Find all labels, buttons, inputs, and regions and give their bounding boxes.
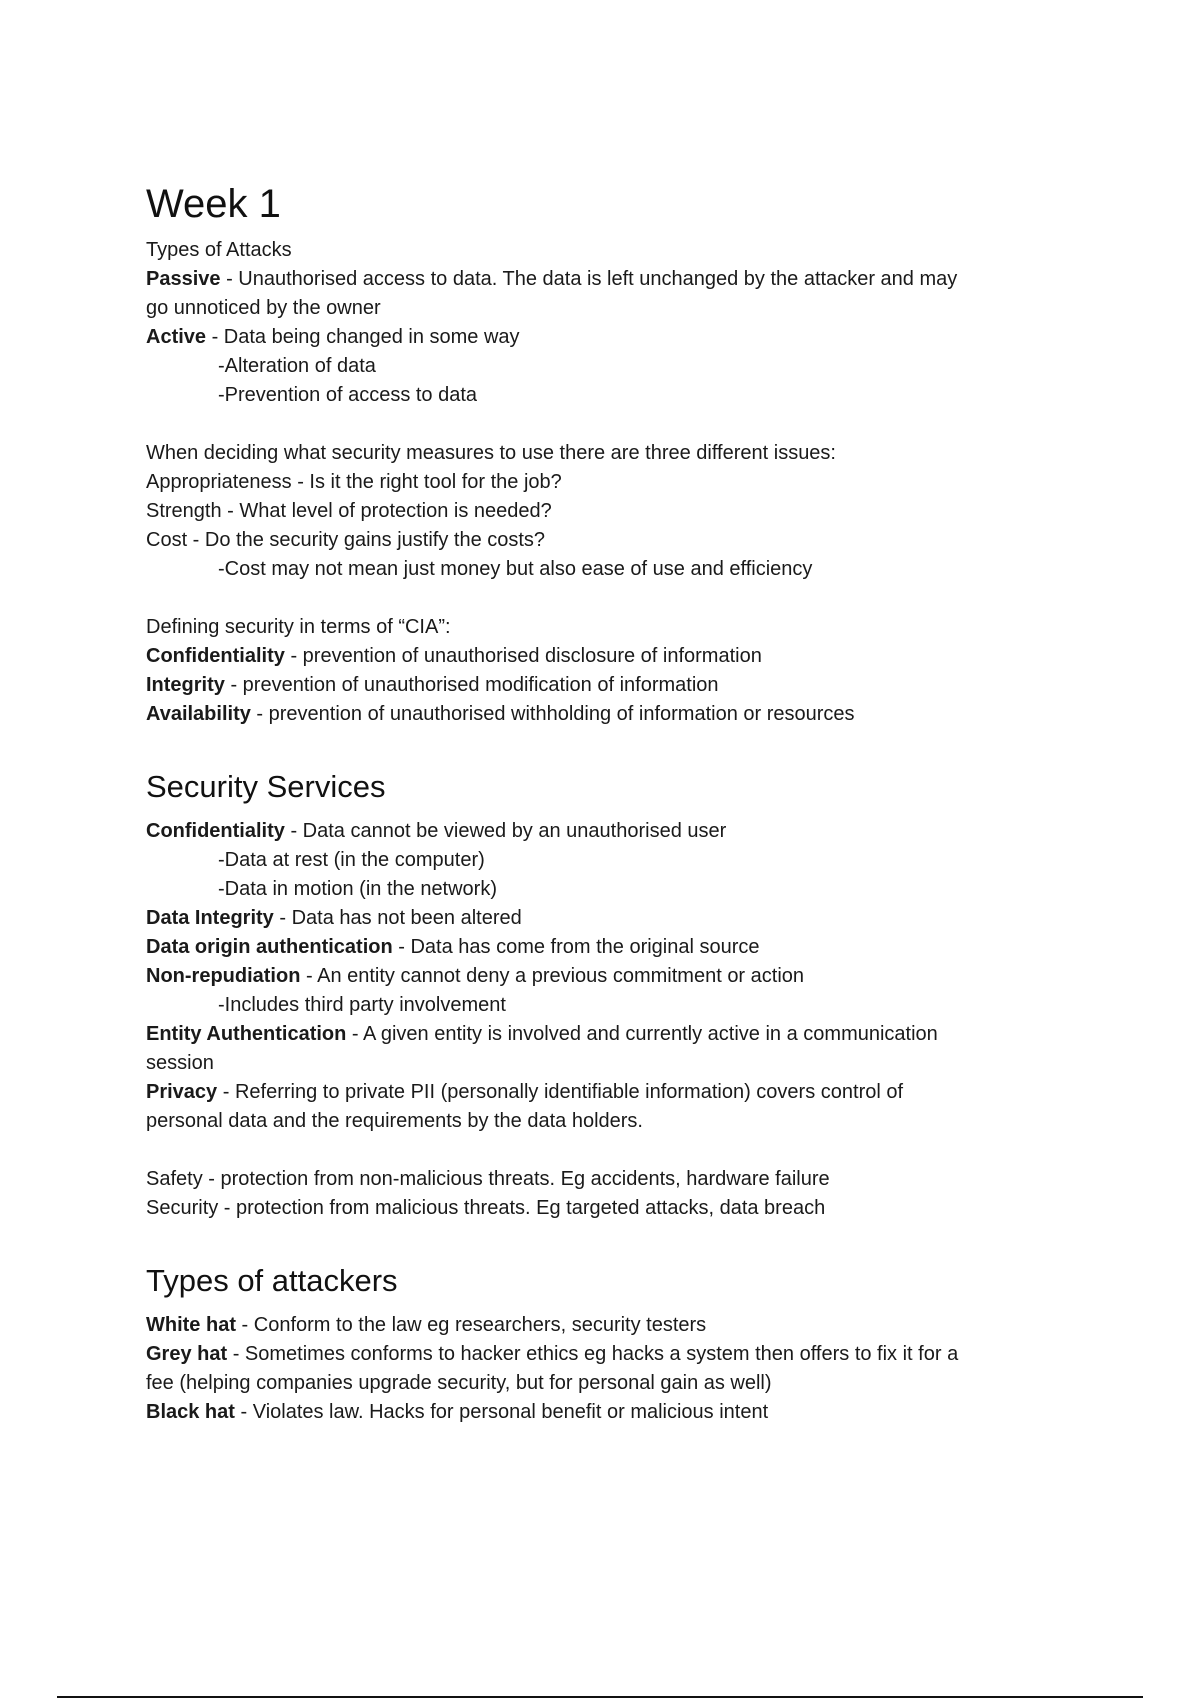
- data-integrity-description: - Data has not been altered: [273, 907, 522, 929]
- passive-description-continued: go unnoticed by the owner: [146, 297, 381, 319]
- cost-item: Cost - Do the security gains justify the costs?: [146, 529, 546, 551]
- passive-description: - Unauthorised access to data. The data is left unchanged by the attacker and may: [220, 268, 958, 290]
- cia-availability: [146, 700, 1076, 729]
- spacer: [146, 729, 1076, 767]
- cia-confidentiality-description: - prevention of unauthorised disclosure of information: [284, 645, 762, 667]
- bottom-divider: [57, 1696, 1143, 1698]
- measures-intro: When deciding what security measures to use there are three different issues:: [146, 442, 836, 464]
- security-services-heading: Security Services: [146, 769, 386, 804]
- service-data-origin: [146, 933, 1076, 962]
- passive-term: Passive: [146, 268, 221, 290]
- data-origin-description: - Data has come from the original source: [392, 936, 760, 958]
- privacy-term: Privacy: [146, 1081, 218, 1103]
- safety-item: Safety - protection from non-malicious threats. Eg accidents, hardware failure: [146, 1168, 830, 1190]
- black-hat-description: - Violates law. Hacks for personal benefit or malicious intent: [234, 1401, 769, 1423]
- active-description: - Data being changed in some way: [206, 326, 520, 348]
- cia-integrity: [146, 671, 1076, 700]
- black-hat-item: [146, 1398, 1076, 1427]
- white-hat-description: - Conform to the law eg researchers, security testers: [236, 1314, 707, 1336]
- service-confidentiality-term: Confidentiality: [146, 820, 285, 842]
- entity-authentication-continued: session: [146, 1052, 214, 1074]
- spacer: [146, 1223, 1076, 1261]
- cia-availability-term: Availability: [146, 703, 251, 725]
- active-term: Active: [146, 326, 207, 348]
- service-privacy: [146, 1078, 1076, 1107]
- confidentiality-sub-item: -Data at rest (in the computer): [218, 849, 485, 871]
- service-confidentiality-description: - Data cannot be viewed by an unauthorised user: [284, 820, 727, 842]
- document-page: [146, 180, 1076, 1427]
- cia-availability-description: - prevention of unauthorised withholding of information or resources: [250, 703, 855, 725]
- spacer: [146, 1136, 1076, 1165]
- data-integrity-term: Data Integrity: [146, 907, 274, 929]
- non-repudiation-description: - An entity cannot deny a previous commitment or action: [300, 965, 805, 987]
- week-heading: Week 1: [146, 182, 281, 226]
- white-hat-term: White hat: [146, 1314, 236, 1336]
- grey-hat-term: Grey hat: [146, 1343, 228, 1365]
- appropriateness-item: Appropriateness - Is it the right tool for the job?: [146, 471, 562, 493]
- spacer: [146, 410, 1076, 439]
- cia-confidentiality-term: Confidentiality: [146, 645, 285, 667]
- cia-integrity-term: Integrity: [146, 674, 225, 696]
- cia-integrity-description: - prevention of unauthorised modification of information: [224, 674, 719, 696]
- privacy-description: - Referring to private PII (personally identifiable information) covers control of: [217, 1081, 904, 1103]
- passive-definition: [146, 265, 1076, 294]
- service-confidentiality: [146, 817, 1076, 846]
- grey-hat-item: [146, 1340, 1076, 1369]
- types-of-attacks-label: Types of Attacks: [146, 239, 292, 261]
- white-hat-item: [146, 1311, 1076, 1340]
- cost-sub-item: -Cost may not mean just money but also ease of use and efficiency: [218, 558, 813, 580]
- confidentiality-sub-item: -Data in motion (in the network): [218, 878, 498, 900]
- cia-confidentiality: [146, 642, 1076, 671]
- non-repudiation-term: Non-repudiation: [146, 965, 301, 987]
- service-entity-authentication: [146, 1020, 1076, 1049]
- active-sub-item: -Prevention of access to data: [218, 384, 478, 406]
- privacy-continued: personal data and the requirements by the data holders.: [146, 1110, 643, 1132]
- active-definition: [146, 323, 1076, 352]
- grey-hat-continued: fee (helping companies upgrade security, but for personal gain as well): [146, 1372, 772, 1394]
- non-repudiation-sub-item: -Includes third party involvement: [218, 994, 506, 1016]
- black-hat-term: Black hat: [146, 1401, 235, 1423]
- entity-authentication-description: - A given entity is involved and currently active in a communication: [346, 1023, 938, 1045]
- security-item: Security - protection from malicious threats. Eg targeted attacks, data breach: [146, 1197, 826, 1219]
- active-sub-item: -Alteration of data: [218, 355, 376, 377]
- types-of-attackers-heading: Types of attackers: [146, 1263, 398, 1298]
- grey-hat-description: - Sometimes conforms to hacker ethics eg hacks a system then offers to fix it for a: [227, 1343, 959, 1365]
- service-non-repudiation: [146, 962, 1076, 991]
- cia-intro: Defining security in terms of “CIA”:: [146, 616, 451, 638]
- strength-item: Strength - What level of protection is needed?: [146, 500, 552, 522]
- spacer: [146, 584, 1076, 613]
- service-data-integrity: [146, 904, 1076, 933]
- data-origin-term: Data origin authentication: [146, 936, 393, 958]
- entity-authentication-term: Entity Authentication: [146, 1023, 347, 1045]
